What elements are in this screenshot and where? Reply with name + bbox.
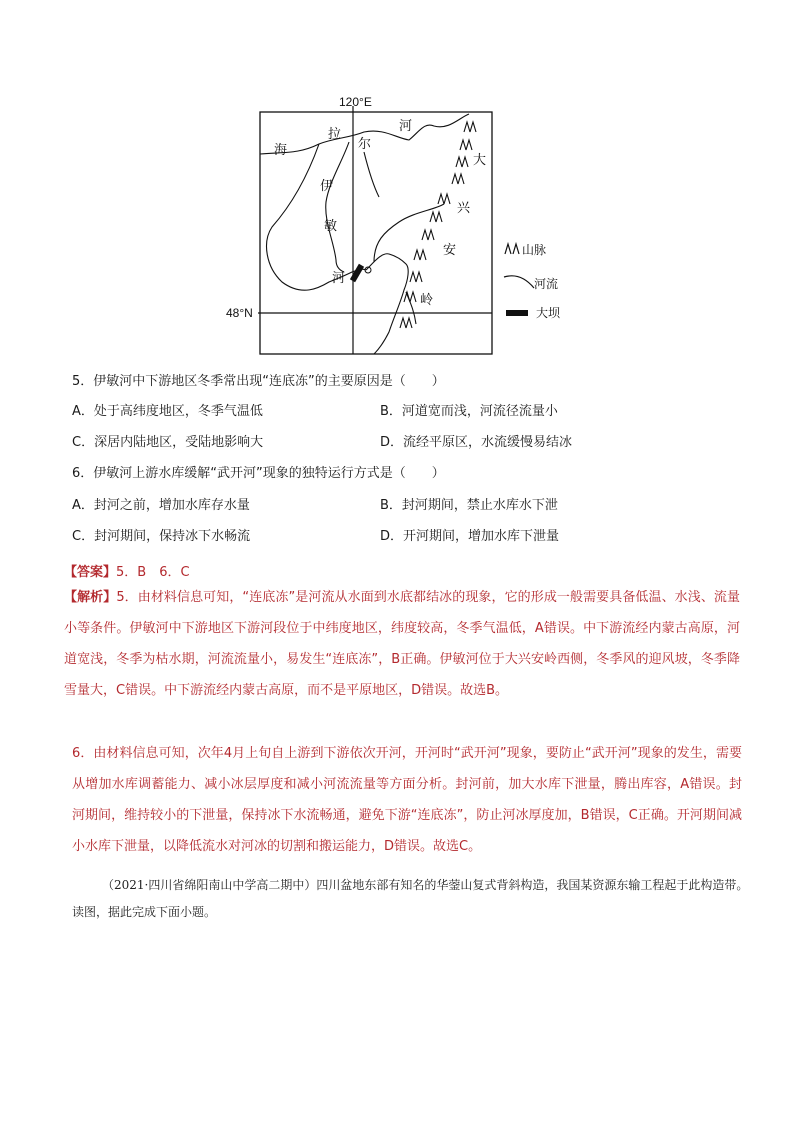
- q6-option-a: A．封河之前，增加水库存水量: [72, 498, 250, 513]
- legend-mountain-icon: [505, 244, 519, 254]
- explanation-tag: 【解析】: [64, 590, 117, 605]
- legend-river-icon: [504, 276, 534, 288]
- tributary-north: [364, 152, 379, 197]
- map-char-min: 敏: [324, 219, 338, 234]
- explanation-6: 6．由材料信息可知，次年4月上旬自上游到下游依次开河，开河时“武开河”现象，要防止“武开河”现象的发生，需要从增加水库调蓄能力、减小冰层厚度和减小河流流量等方面分析。封河前，加大水库下泄量，腾出库容，A错误。封河期间，维持较小的下泄量，保持冰下水流畅通，避免下游“连底冻”，防止河冰厚度加，B错误，C正确。开河期间减小水库下泄量，以降低流水对河冰的切割和搬运能力，D错误。故选C。: [72, 746, 742, 854]
- upstream-branch: [366, 254, 408, 354]
- map-char-xing: 兴: [457, 201, 471, 216]
- yimin-tributary: [326, 142, 349, 272]
- map-frame: [260, 112, 492, 354]
- legend-river-label: 河流: [534, 277, 559, 291]
- explanation-5: [64, 582, 740, 706]
- latitude-label: 48°N: [226, 306, 253, 320]
- map-char-er: 尔: [358, 137, 372, 152]
- q5-option-a: A．处于高纬度地区，冬季气温低: [72, 404, 263, 419]
- legend-mountain-label: 山脉: [522, 243, 547, 257]
- map-char-hai: 海: [274, 143, 288, 158]
- map-char-la: 拉: [328, 127, 342, 142]
- legend-dam-icon: [506, 310, 528, 316]
- answer-tag: 【答案】: [64, 565, 117, 580]
- yimin-river: [267, 144, 366, 290]
- map-char-an: 安: [443, 243, 457, 258]
- q6-option-b: B．封河期间，禁止水库水下泄: [380, 498, 558, 513]
- next-question-source: （2021·四川省绵阳南山中学高二期中）四川盆地东部有知名的华蓥山复式背斜构造，我国某资源东输工程起于此构造带。读图，据此完成下面小题。: [72, 878, 749, 919]
- map-figure: [224, 92, 584, 362]
- q5-option-c: C．深居内陆地区，受陆地影响大: [72, 435, 264, 450]
- q5-stem: 5．伊敏河中下游地区冬季常出现“连底冻”的主要原因是（ ）: [72, 374, 445, 389]
- q6-stem: 6．伊敏河上游水库缓解“武开河”现象的独特运行方式是（ ）: [72, 466, 445, 481]
- longitude-label: 120°E: [339, 95, 372, 109]
- q6-option-c: C．封河期间，保持冰下水畅流: [72, 529, 251, 544]
- q5-option-d: D．流经平原区，水流缓慢易结冰: [380, 435, 573, 450]
- q5-option-b: B．河道宽而浅，河流径流量小: [380, 404, 558, 419]
- map-char-he2: 河: [332, 271, 346, 286]
- map-char-da: 大: [473, 153, 487, 168]
- mountain-symbols: [400, 122, 476, 328]
- map-char-ling: 岭: [420, 293, 434, 308]
- dam-symbol: [350, 264, 364, 283]
- map-char-he: 河: [399, 119, 413, 134]
- legend: [504, 243, 561, 320]
- answer-line: [64, 561, 190, 580]
- q6-option-d: D．开河期间，增加水库下泄量: [380, 529, 560, 544]
- explanation-5-text: 5．由材料信息可知，“连底冻”是河流从水面到水底都结冰的现象，它的形成一般需要具备低温、水浅、流量小等条件。伊敏河中下游地区下游河段位于中纬度地区，纬度较高，冬季气温低，A错误。中下游流经内蒙古高原，河道宽浅，冬季为枯水期，河流流量小，易发生“连底冻”，B正确。伊敏河位于大兴安岭西侧，冬季风的迎风坡，冬季降雪量大，C错误。中下游流经内蒙古高原，而不是平原地区，D错误。故选B。: [64, 590, 740, 698]
- legend-dam-label: 大坝: [536, 306, 561, 320]
- answer-text: 5．B 6．C: [116, 565, 190, 580]
- map-char-yi: 伊: [320, 179, 334, 194]
